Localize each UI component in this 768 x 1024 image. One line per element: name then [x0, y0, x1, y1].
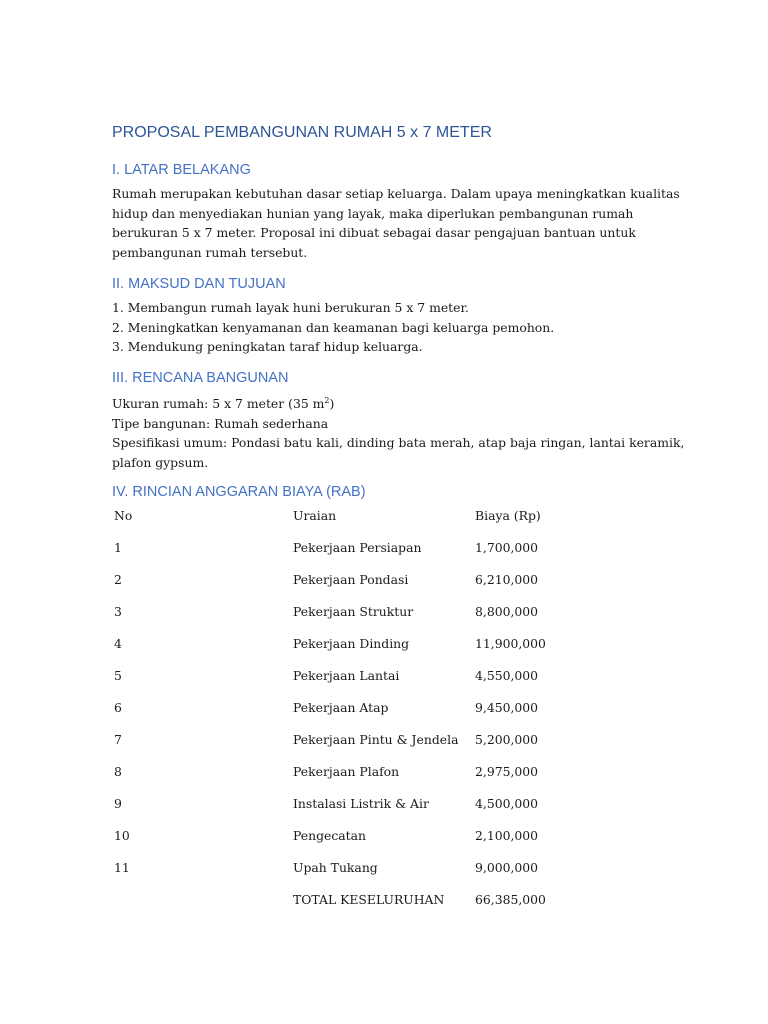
heading-rencana-bangunan: III. RENCANA BANGUNAN: [112, 370, 289, 386]
ukuran-rumah-line: [112, 391, 652, 414]
row-uraian: Pekerjaan Plafon: [293, 764, 400, 779]
paragraph-line: Rumah merupakan kebutuhan dasar setiap keluarga. Dalam upaya meningkatkan kualitas: [112, 186, 680, 201]
paragraph-line: berukuran 5 x 7 meter. Proposal ini dibuat sebagai dasar pengajuan bantuan untuk: [112, 225, 636, 240]
row-biaya: 9,000,000: [475, 860, 539, 875]
row-uraian: Pengecatan: [293, 828, 367, 843]
table-row: [112, 602, 652, 634]
spesifikasi-line: plafon gypsum.: [112, 454, 209, 470]
row-number: 6: [114, 700, 122, 715]
row-biaya: 1,700,000: [475, 540, 539, 555]
table-row: [112, 762, 652, 794]
total-label: TOTAL KESELURUHAN: [293, 892, 445, 907]
table-row: [112, 634, 652, 666]
row-number: 11: [114, 860, 130, 875]
table-row: [112, 698, 652, 730]
maksud-tujuan-list: [112, 298, 652, 357]
row-number: 10: [114, 828, 130, 843]
row-biaya: 5,200,000: [475, 732, 539, 747]
row-biaya: 2,975,000: [475, 764, 539, 779]
tipe-bangunan-line: Tipe bangunan: Rumah sederhana: [112, 415, 329, 431]
row-uraian: Pekerjaan Atap: [293, 700, 389, 715]
ukuran-prefix: Ukuran rumah: 5 x 7 meter (35 m: [112, 396, 325, 412]
row-biaya: 6,210,000: [475, 572, 539, 587]
list-item: 1. Membangun rumah layak huni berukuran 5 x 7 meter.: [112, 300, 469, 315]
document-title: PROPOSAL PEMBANGUNAN RUMAH 5 x 7 METER: [112, 124, 492, 141]
row-number: 9: [114, 796, 122, 811]
heading-maksud-tujuan: II. MAKSUD DAN TUJUAN: [112, 276, 286, 292]
row-number: 5: [114, 668, 122, 683]
rencana-bangunan-block: [112, 391, 685, 472]
row-uraian: Instalasi Listrik & Air: [293, 796, 429, 811]
table-total-row: [112, 890, 652, 922]
paragraph-line: hidup dan menyediakan hunian yang layak, maka diperlukan pembangunan rumah: [112, 205, 634, 221]
paragraph-line: pembangunan rumah tersebut.: [112, 244, 308, 260]
row-number: 7: [114, 732, 122, 747]
row-biaya: 4,500,000: [475, 796, 539, 811]
row-number: 1: [114, 540, 122, 555]
row-uraian: Pekerjaan Pintu & Jendela: [293, 732, 459, 747]
row-uraian: Upah Tukang: [293, 860, 378, 875]
table-header-row: [112, 506, 652, 538]
row-number: 8: [114, 764, 122, 779]
latar-belakang-paragraph: [112, 184, 680, 262]
column-header-no: No: [114, 508, 133, 523]
row-uraian: Pekerjaan Struktur: [293, 604, 414, 619]
ukuran-suffix: ): [329, 396, 335, 412]
row-number: 3: [114, 604, 122, 619]
row-biaya: 2,100,000: [475, 828, 539, 843]
total-value: 66,385,000: [475, 892, 546, 907]
row-number: 4: [114, 636, 122, 651]
table-row: [112, 794, 652, 826]
row-biaya: 8,800,000: [475, 604, 539, 619]
table-row: [112, 858, 652, 890]
column-header-biaya: Biaya (Rp): [475, 508, 541, 523]
document-page: [112, 0, 685, 1024]
table-row: [112, 538, 652, 570]
row-uraian: Pekerjaan Pondasi: [293, 572, 409, 587]
row-uraian: Pekerjaan Lantai: [293, 668, 400, 683]
rab-table: [112, 506, 652, 922]
list-item: 3. Mendukung peningkatan taraf hidup keluarga.: [112, 339, 423, 354]
ukuran-superscript: 2: [324, 396, 330, 405]
heading-rincian-anggaran: IV. RINCIAN ANGGARAN BIAYA (RAB): [112, 484, 366, 500]
table-row: [112, 570, 652, 602]
row-biaya: 9,450,000: [475, 700, 539, 715]
row-uraian: Pekerjaan Dinding: [293, 636, 410, 651]
table-row: [112, 666, 652, 698]
column-header-uraian: Uraian: [293, 508, 337, 523]
heading-latar-belakang: I. LATAR BELAKANG: [112, 162, 251, 178]
row-uraian: Pekerjaan Persiapan: [293, 540, 422, 555]
table-row: [112, 826, 652, 858]
spesifikasi-line: Spesifikasi umum: Pondasi batu kali, dinding bata merah, atap baja ringan, lantai keramik,: [112, 435, 685, 451]
row-number: 2: [114, 572, 122, 587]
list-item: 2. Meningkatkan kenyamanan dan keamanan bagi keluarga pemohon.: [112, 319, 555, 335]
row-biaya: 4,550,000: [475, 668, 539, 683]
row-biaya: 11,900,000: [475, 636, 546, 651]
table-row: [112, 730, 652, 762]
